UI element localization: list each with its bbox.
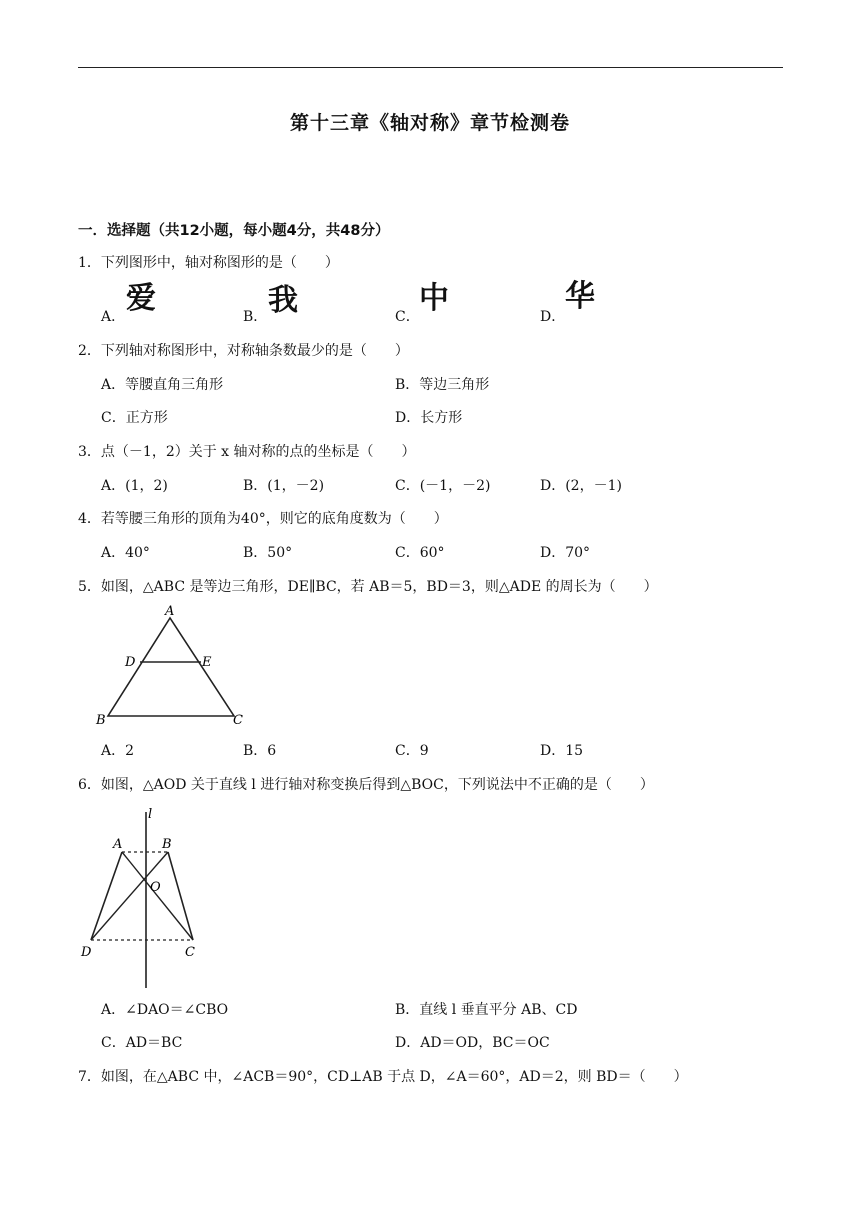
q4-option-c: C．60° <box>395 545 445 561</box>
question-1-stem: 1．下列图形中，轴对称图形的是（ ） <box>78 255 339 271</box>
q6-label-c: C <box>185 945 195 960</box>
q2-option-d: D．长方形 <box>395 410 463 426</box>
q4-option-b: B．50° <box>243 545 293 561</box>
q5-label-a: A <box>165 604 175 619</box>
q1-option-c: C． <box>395 309 420 325</box>
q6-trapezoid-figure <box>76 802 216 992</box>
q1-option-b-image: 我 <box>268 283 298 318</box>
q6-option-c: C．AD＝BC <box>101 1035 183 1051</box>
q5-label-d: D <box>125 655 136 670</box>
q3-option-b: B．(1，－2) <box>243 478 325 494</box>
q5-label-e: E <box>202 655 212 670</box>
q6-label-o: O <box>150 880 161 895</box>
q5-label-c: C <box>233 713 243 728</box>
q5-label-b: B <box>96 713 106 728</box>
q6-label-l: l <box>148 807 153 822</box>
q1-option-a-image: 爱 <box>126 281 156 316</box>
q5-option-b: B．6 <box>243 743 277 759</box>
q1-option-d: D． <box>540 309 566 325</box>
section-heading: 一．选择题（共12小题，每小题4分，共48分） <box>78 223 390 239</box>
q4-option-a: A．40° <box>101 545 150 561</box>
q6-option-a: A．∠DAO＝∠CBO <box>101 1002 229 1018</box>
q5-option-c: C．9 <box>395 743 429 759</box>
q1-option-d-image: 华 <box>565 279 595 314</box>
question-2-stem: 2．下列轴对称图形中，对称轴条数最少的是（ ） <box>78 343 409 359</box>
q3-option-d: D．(2，－1) <box>540 478 622 494</box>
q4-option-d: D．70° <box>540 545 591 561</box>
q1-option-b: B． <box>243 309 268 325</box>
q3-option-c: C．(－1，－2) <box>395 478 491 494</box>
q6-option-b: B．直线 l 垂直平分 AB、CD <box>395 1002 578 1018</box>
q2-option-c: C．正方形 <box>101 410 168 426</box>
question-4-stem: 4．若等腰三角形的顶角为40°，则它的底角度数为（ ） <box>78 511 448 527</box>
q6-label-b: B <box>162 837 172 852</box>
q3-option-a: A．(1，2) <box>101 478 168 494</box>
header-rule <box>78 67 783 68</box>
q2-option-b: B．等边三角形 <box>395 377 490 393</box>
question-5-stem: 5．如图，△ABC 是等边三角形，DE∥BC，若 AB＝5，BD＝3，则△ADE 的周长为（ ） <box>78 579 658 595</box>
q5-triangle-figure <box>90 600 260 732</box>
q1-option-a: A． <box>101 309 126 325</box>
question-6-stem: 6．如图，△AOD 关于直线 l 进行轴对称变换后得到△BOC，下列说法中不正确的是（ ） <box>78 777 654 793</box>
q5-option-a: A．2 <box>101 743 135 759</box>
q6-label-d: D <box>81 945 92 960</box>
q1-option-c-image: 中 <box>419 281 449 316</box>
question-7-stem: 7．如图，在△ABC 中，∠ACB＝90°，CD⊥AB 于点 D，∠A＝60°，AD＝2，则 BD＝（ ） <box>78 1069 688 1085</box>
q5-option-d: D．15 <box>540 743 584 759</box>
question-3-stem: 3．点（－1，2）关于 x 轴对称的点的坐标是（ ） <box>78 444 416 460</box>
q6-option-d: D．AD＝OD，BC＝OC <box>395 1035 550 1051</box>
q6-label-a: A <box>113 837 123 852</box>
page-title: 第十三章《轴对称》章节检测卷 <box>289 112 570 134</box>
q2-option-a: A．等腰直角三角形 <box>101 377 224 393</box>
